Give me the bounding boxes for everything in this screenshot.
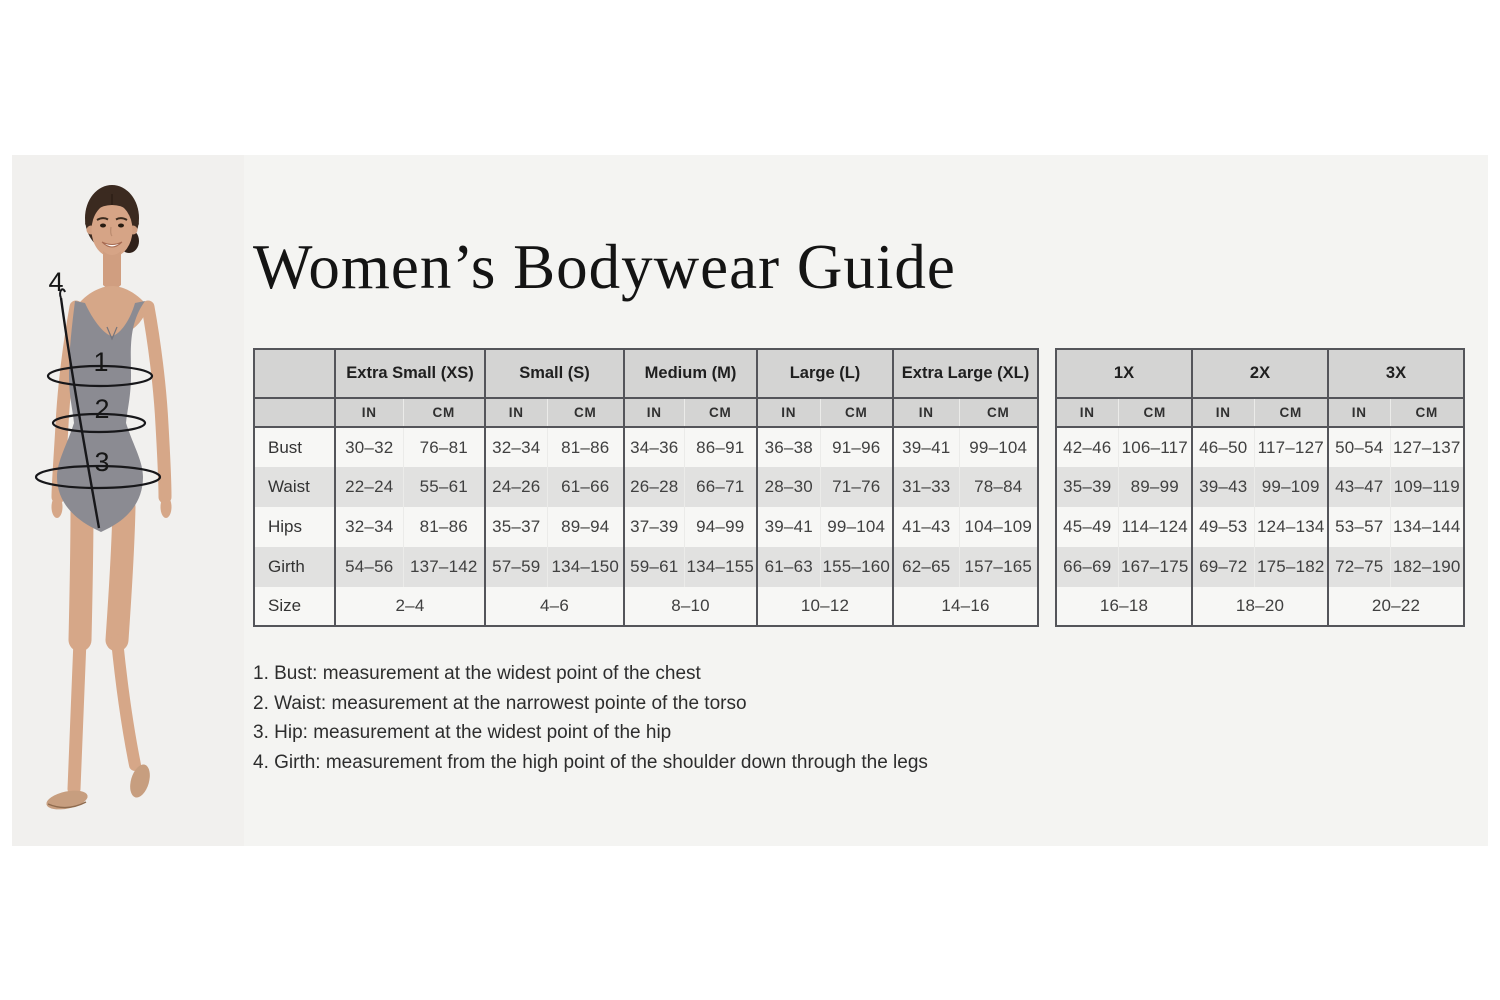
measurement-in-cell: 57–59 bbox=[485, 547, 547, 587]
measurement-cm-cell: 89–94 bbox=[547, 507, 624, 547]
neck bbox=[103, 251, 121, 290]
dress-size-cell: 2–4 bbox=[335, 587, 485, 626]
unit-header-cm: CM bbox=[1390, 398, 1464, 427]
measurement-in-cell: 30–32 bbox=[335, 427, 403, 467]
unit-header-in: IN bbox=[1056, 398, 1118, 427]
unit-header-cm: CM bbox=[1118, 398, 1192, 427]
unit-header-in: IN bbox=[485, 398, 547, 427]
measurement-in-cell: 59–61 bbox=[624, 547, 684, 587]
dress-size-cell: 8–10 bbox=[624, 587, 757, 626]
measurement-in-cell: 39–43 bbox=[1192, 467, 1254, 507]
measurement-in-cell: 39–41 bbox=[893, 427, 959, 467]
unit-header-in: IN bbox=[624, 398, 684, 427]
plus-sizes-table bbox=[1055, 348, 1465, 627]
measurement-cm-cell: 127–137 bbox=[1390, 427, 1464, 467]
measurement-in-cell: 31–33 bbox=[893, 467, 959, 507]
page-title: Women’s Bodywear Guide bbox=[253, 232, 956, 302]
measurement-cm-cell: 124–134 bbox=[1254, 507, 1328, 547]
annotation-hip: 3 bbox=[94, 447, 110, 477]
annotation-waist: 2 bbox=[94, 394, 110, 424]
unit-header-in: IN bbox=[1328, 398, 1390, 427]
unit-header-cm: CM bbox=[547, 398, 624, 427]
leg-left-thigh bbox=[80, 507, 82, 640]
measurement-in-cell: 43–47 bbox=[1328, 467, 1390, 507]
measurement-cm-cell: 91–96 bbox=[820, 427, 893, 467]
measurement-in-cell: 32–34 bbox=[335, 507, 403, 547]
measurement-cm-cell: 78–84 bbox=[959, 467, 1038, 507]
hand-left bbox=[52, 496, 63, 518]
measurement-cm-cell: 106–117 bbox=[1118, 427, 1192, 467]
row-label: Girth bbox=[254, 547, 335, 587]
measurement-in-cell: 37–39 bbox=[624, 507, 684, 547]
measurement-cm-cell: 175–182 bbox=[1254, 547, 1328, 587]
measurement-cm-cell: 134–150 bbox=[547, 547, 624, 587]
unit-header-cm: CM bbox=[684, 398, 757, 427]
measurement-in-cell: 49–53 bbox=[1192, 507, 1254, 547]
size-group-header: 1X bbox=[1056, 349, 1192, 398]
size-group-header: Small (S) bbox=[485, 349, 624, 398]
measurement-cm-cell: 137–142 bbox=[403, 547, 485, 587]
measurement-in-cell: 36–38 bbox=[757, 427, 820, 467]
measurement-cm-cell: 86–91 bbox=[684, 427, 757, 467]
unit-header-in: IN bbox=[757, 398, 820, 427]
size-group-header: Medium (M) bbox=[624, 349, 757, 398]
measurement-cm-cell: 114–124 bbox=[1118, 507, 1192, 547]
eye-right bbox=[118, 224, 124, 228]
measurement-cm-cell: 134–155 bbox=[684, 547, 757, 587]
size-group-header: Large (L) bbox=[757, 349, 893, 398]
corner-cell bbox=[254, 398, 335, 427]
measurement-cm-cell: 104–109 bbox=[959, 507, 1038, 547]
legend-item-girth: 4. Girth: measurement from the high point of the shoulder down through the legs bbox=[253, 751, 928, 773]
corner-cell bbox=[254, 349, 335, 398]
measurement-cm-cell: 157–165 bbox=[959, 547, 1038, 587]
size-group-header: 3X bbox=[1328, 349, 1464, 398]
annotation-bust: 1 bbox=[93, 347, 109, 377]
legend-item-waist: 2. Waist: measurement at the narrowest pointe of the torso bbox=[253, 692, 747, 714]
unit-header-cm: CM bbox=[403, 398, 485, 427]
measurement-cm-cell: 81–86 bbox=[403, 507, 485, 547]
measurement-cm-cell: 94–99 bbox=[684, 507, 757, 547]
row-label: Bust bbox=[254, 427, 335, 467]
unit-header-cm: CM bbox=[820, 398, 893, 427]
unit-header-in: IN bbox=[893, 398, 959, 427]
measurement-in-cell: 35–39 bbox=[1056, 467, 1118, 507]
measurement-cm-cell: 89–99 bbox=[1118, 467, 1192, 507]
measurement-in-cell: 46–50 bbox=[1192, 427, 1254, 467]
measurement-in-cell: 24–26 bbox=[485, 467, 547, 507]
legend-item-bust: 1. Bust: measurement at the widest point of the chest bbox=[253, 663, 701, 684]
legend-item-hip: 3. Hip: measurement at the widest point of the hip bbox=[253, 722, 672, 743]
measurement-in-cell: 69–72 bbox=[1192, 547, 1254, 587]
annotation-girth: 4 bbox=[48, 267, 64, 297]
measurement-in-cell: 66–69 bbox=[1056, 547, 1118, 587]
measurement-cm-cell: 99–104 bbox=[959, 427, 1038, 467]
measurement-in-cell: 72–75 bbox=[1328, 547, 1390, 587]
row-label: Size bbox=[254, 587, 335, 626]
measurement-cm-cell: 182–190 bbox=[1390, 547, 1464, 587]
dress-size-cell: 14–16 bbox=[893, 587, 1038, 626]
measurement-cm-cell: 117–127 bbox=[1254, 427, 1328, 467]
measurement-in-cell: 39–41 bbox=[757, 507, 820, 547]
dress-size-cell: 10–12 bbox=[757, 587, 893, 626]
measurement-in-cell: 54–56 bbox=[335, 547, 403, 587]
unit-header-cm: CM bbox=[959, 398, 1038, 427]
dress-size-cell: 18–20 bbox=[1192, 587, 1328, 626]
measurement-cm-cell: 71–76 bbox=[820, 467, 893, 507]
unit-header-in: IN bbox=[335, 398, 403, 427]
measurement-in-cell: 42–46 bbox=[1056, 427, 1118, 467]
measurement-in-cell: 61–63 bbox=[757, 547, 820, 587]
measurement-in-cell: 34–36 bbox=[624, 427, 684, 467]
measurement-in-cell: 32–34 bbox=[485, 427, 547, 467]
row-label: Waist bbox=[254, 467, 335, 507]
measurement-in-cell: 22–24 bbox=[335, 467, 403, 507]
measurement-legend bbox=[253, 659, 928, 777]
measurement-cm-cell: 66–71 bbox=[684, 467, 757, 507]
hand-right bbox=[161, 496, 172, 518]
leg-right-thigh bbox=[117, 507, 124, 640]
size-group-header: Extra Small (XS) bbox=[335, 349, 485, 398]
dress-size-cell: 16–18 bbox=[1056, 587, 1192, 626]
row-label: Hips bbox=[254, 507, 335, 547]
measurement-cm-cell: 99–109 bbox=[1254, 467, 1328, 507]
standard-sizes-table bbox=[253, 348, 1039, 627]
unit-header-cm: CM bbox=[1254, 398, 1328, 427]
measurement-cm-cell: 81–86 bbox=[547, 427, 624, 467]
size-group-header: Extra Large (XL) bbox=[893, 349, 1038, 398]
measurement-cm-cell: 134–144 bbox=[1390, 507, 1464, 547]
leg-left-calf bbox=[74, 640, 80, 789]
measurement-in-cell: 53–57 bbox=[1328, 507, 1390, 547]
dress-size-cell: 4–6 bbox=[485, 587, 624, 626]
measurement-in-cell: 45–49 bbox=[1056, 507, 1118, 547]
measurement-in-cell: 50–54 bbox=[1328, 427, 1390, 467]
model-photo bbox=[12, 155, 244, 846]
size-group-header: 2X bbox=[1192, 349, 1328, 398]
measurement-in-cell: 28–30 bbox=[757, 467, 820, 507]
measurement-cm-cell: 167–175 bbox=[1118, 547, 1192, 587]
measurement-in-cell: 35–37 bbox=[485, 507, 547, 547]
measurement-cm-cell: 99–104 bbox=[820, 507, 893, 547]
measurement-in-cell: 41–43 bbox=[893, 507, 959, 547]
measurement-cm-cell: 55–61 bbox=[403, 467, 485, 507]
measurement-in-cell: 26–28 bbox=[624, 467, 684, 507]
measurement-cm-cell: 76–81 bbox=[403, 427, 485, 467]
measurement-cm-cell: 155–160 bbox=[820, 547, 893, 587]
unit-header-in: IN bbox=[1192, 398, 1254, 427]
measurement-cm-cell: 109–119 bbox=[1390, 467, 1464, 507]
dress-size-cell: 20–22 bbox=[1328, 587, 1464, 626]
eye-left bbox=[100, 224, 106, 228]
measurement-cm-cell: 61–66 bbox=[547, 467, 624, 507]
face bbox=[92, 203, 133, 257]
measurement-in-cell: 62–65 bbox=[893, 547, 959, 587]
